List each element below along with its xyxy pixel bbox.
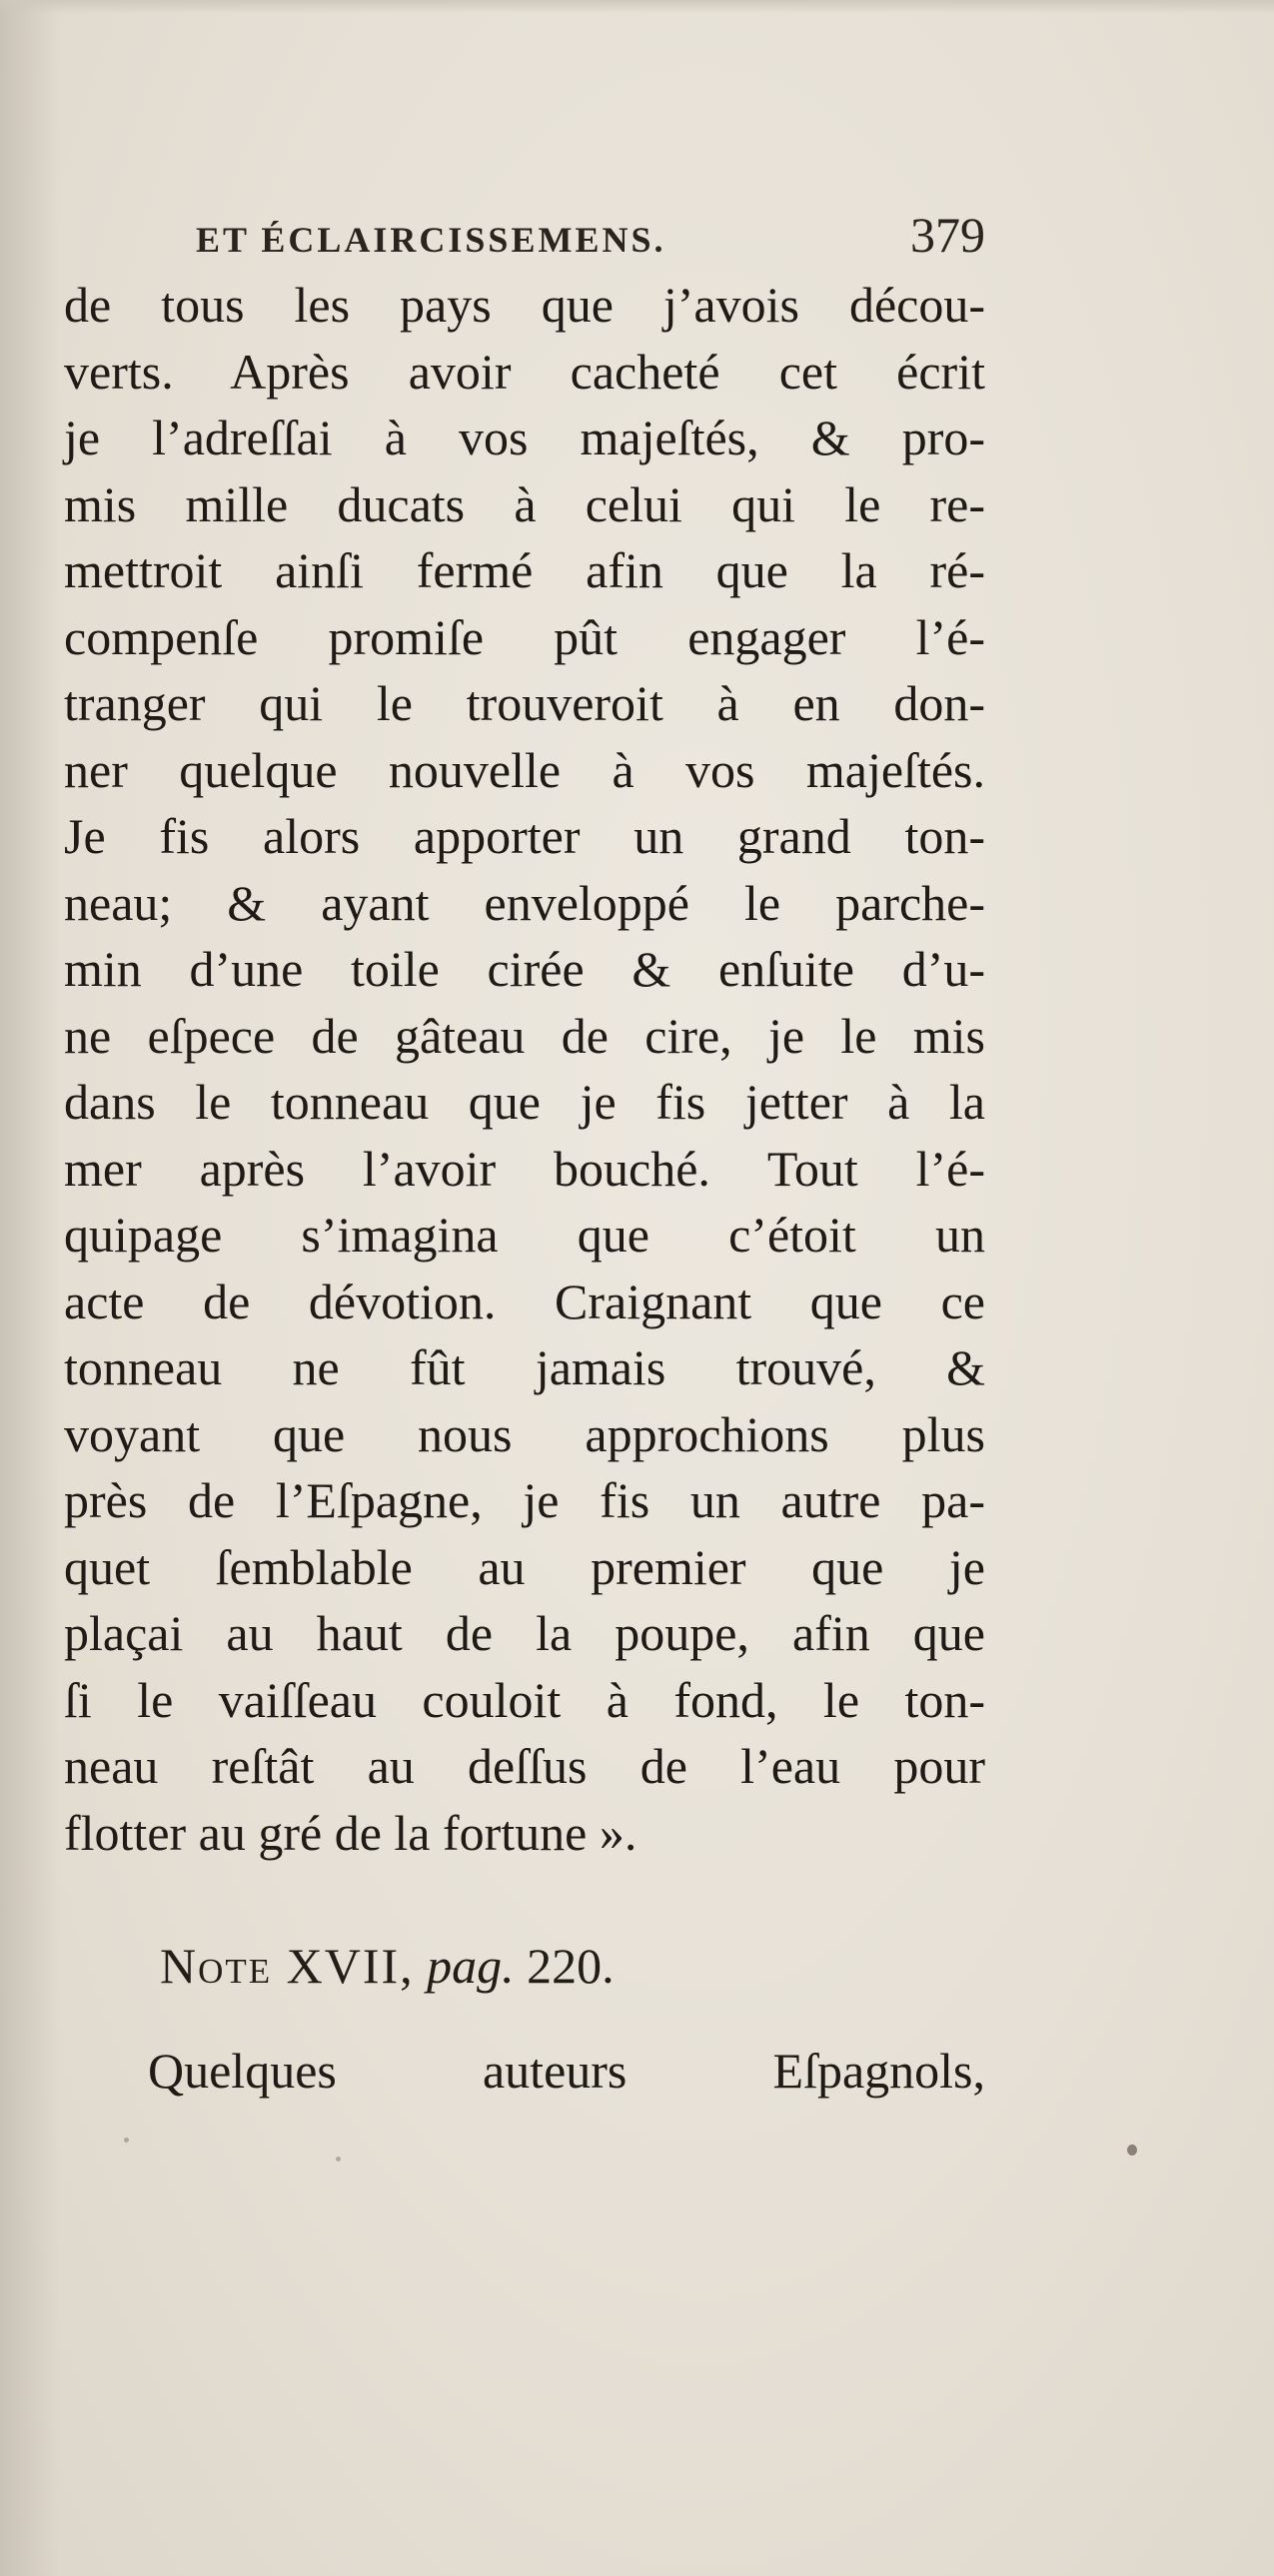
text-line: ner quelque nouvelle à vos majeſtés. [64, 741, 985, 798]
text-line: Je fis alors apporter un grand ton- [64, 808, 985, 864]
text-line: mer après l’avoir bouché. Tout l’é- [64, 1140, 985, 1197]
body-text [64, 272, 985, 1866]
text-line: compenſe promiſe pût engager l’é- [64, 608, 985, 665]
text-line: neau; & ayant enveloppé le parche- [64, 874, 985, 931]
text-line: tranger qui le trouveroit à en don- [64, 675, 985, 731]
paper-speck [1127, 2145, 1137, 2155]
text-line: flotter au gré de la fortune ». [64, 1804, 637, 1861]
text-line: mis mille ducats à celui qui le re- [64, 475, 985, 532]
running-head [196, 206, 985, 276]
note-heading [160, 1933, 615, 1999]
paper-speck [124, 2138, 129, 2143]
text-line: acte de dévotion. Craignant que ce [64, 1273, 985, 1329]
text-line: voyant que nous approchions plus [64, 1405, 985, 1462]
text-line: je l’adreſſai à vos majeſtés, & pro- [64, 410, 985, 465]
note-title: Note XVII, [160, 1938, 415, 1994]
text-line: mettroit ainſi fermé afin que la ré- [64, 542, 985, 598]
note-page-label: pag. [427, 1938, 515, 1994]
text-line: tonneau ne fût jamais trouvé, & [64, 1339, 985, 1395]
text-line: plaçai au haut de la poupe, afin que [64, 1605, 985, 1661]
text-line: ne eſpece de gâteau de cire, je le mis [64, 1007, 985, 1064]
text-line: près de l’Eſpagne, je fis un autre pa- [64, 1472, 985, 1528]
text-line: dans le tonneau que je fis jetter à la [64, 1074, 985, 1130]
page-number: 379 [910, 207, 985, 263]
note-page-ref: 220. [527, 1938, 615, 1994]
text-line: ſi le vaiſſeau couloit à fond, le ton- [64, 1671, 985, 1728]
running-title: ET ÉCLAIRCISSEMENS. [196, 220, 666, 260]
text-line: quet ſemblable au premier que je [64, 1538, 985, 1595]
gutter-shadow [0, 0, 60, 2576]
text-line: quipage s’imagina que c’étoit un [64, 1207, 985, 1263]
text-line: neau reſtât au deſſus de l’eau pour [64, 1738, 985, 1794]
text-line: verts. Après avoir cacheté cet écrit [64, 343, 985, 400]
page-top-edge [0, 0, 1274, 14]
next-paragraph: Quelques auteurs Eſpagnols, [148, 2043, 985, 2099]
paper-speck [336, 2156, 341, 2161]
text-line: de tous les pays que j’avois décou- [64, 277, 985, 333]
text-line: min d’une toile cirée & enſuite d’u- [64, 941, 985, 997]
